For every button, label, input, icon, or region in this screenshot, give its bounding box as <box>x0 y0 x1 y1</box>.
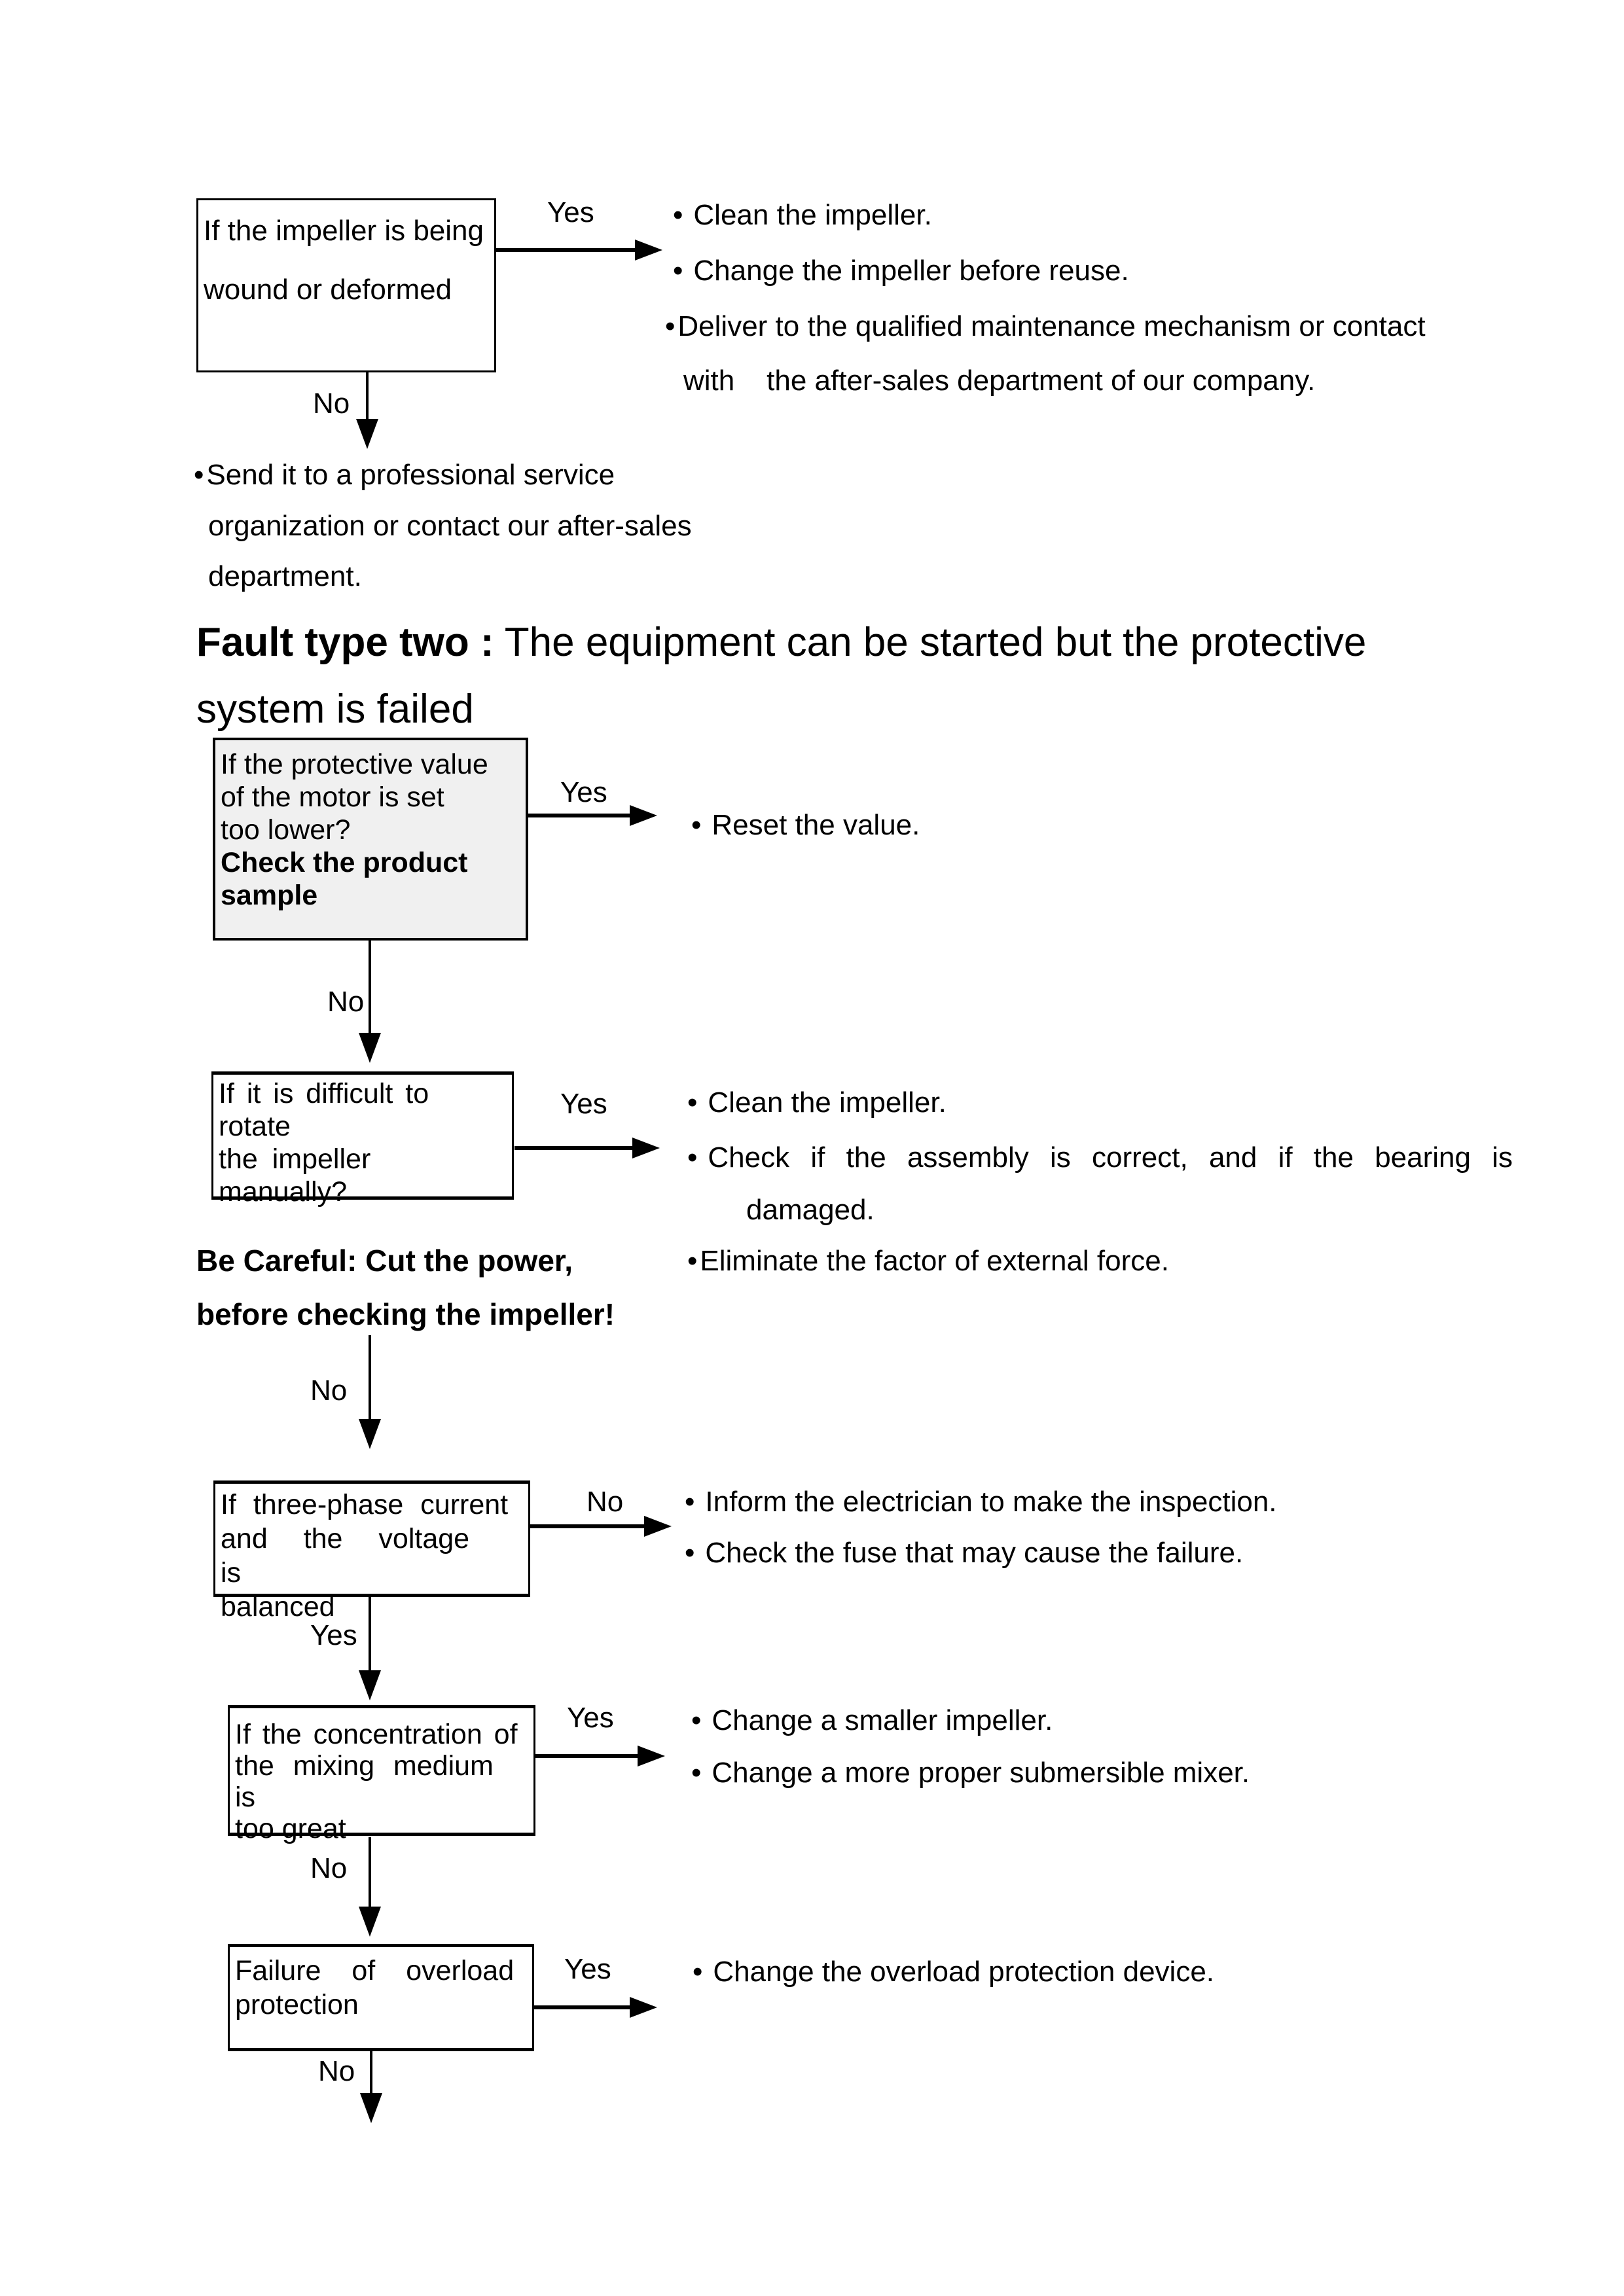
bullet-icon: • <box>691 809 702 841</box>
list-item <box>687 1086 947 1119</box>
no-label: No <box>586 1486 624 1518</box>
yes-label: Yes <box>567 1702 614 1734</box>
list-item-text: Change a smaller impeller. <box>712 1704 1053 1736</box>
no-label: No <box>318 2055 355 2087</box>
warning-text-line1: Be Careful: Cut the power, <box>196 1244 573 1278</box>
bullet-icon: • <box>673 255 683 287</box>
list-item-text: Change the overload protection device. <box>713 1956 1215 1988</box>
no-label: No <box>327 986 365 1018</box>
list-item <box>691 809 920 842</box>
list-item <box>687 1141 1513 1174</box>
list-item <box>687 1245 1169 1278</box>
list-item-text: Change a more proper submersible mixer. <box>712 1757 1250 1789</box>
arrow-line <box>369 1335 371 1420</box>
decision-box-concentration <box>228 1705 535 1844</box>
decision-box-text <box>230 1947 532 2023</box>
list-item-text: Deliver to the qualified maintenance mechanism or contact <box>677 310 1426 342</box>
arrow-line <box>369 1597 371 1672</box>
box-line: balanced <box>221 1591 335 1623</box>
list-item <box>665 310 1426 343</box>
bullet-icon: • <box>685 1486 695 1518</box>
list-item-text: Clean the impeller. <box>693 199 932 231</box>
box-line: Failure of overload <box>235 1955 514 1986</box>
box-line: too great <box>235 1813 346 1844</box>
list-item <box>673 199 932 232</box>
arrow-down-icon <box>359 1419 381 1449</box>
yes-label: Yes <box>547 196 594 228</box>
decision-box-text <box>213 1075 512 1210</box>
list-item-text: Check the fuse that may cause the failure. <box>705 1537 1244 1569</box>
list-item-text: organization or contact our after-sales <box>208 510 692 542</box>
arrow-line <box>369 1837 371 1908</box>
yes-label: Yes <box>560 1088 607 1120</box>
list-item-continuation <box>208 560 362 593</box>
list-item-text: department. <box>208 560 362 592</box>
warning-text-line2: before checking the impeller! <box>196 1297 615 1331</box>
decision-box-text <box>215 1484 528 1625</box>
list-item-continuation <box>746 1194 875 1227</box>
arrow-right-icon <box>644 1516 672 1537</box>
box-line: the impeller manually? <box>219 1143 371 1208</box>
list-item-text: Reset the value. <box>712 809 920 841</box>
arrow-right-icon <box>638 1746 665 1767</box>
list-item-continuation <box>208 510 692 543</box>
box-line: wound or deformed <box>204 274 452 306</box>
box-line: If it is difficult to rotate <box>219 1078 429 1142</box>
decision-box-rotate-impeller <box>211 1071 514 1208</box>
no-label: No <box>310 1852 348 1884</box>
list-item-text: damaged. <box>746 1194 875 1226</box>
arrow-down-icon <box>359 1907 381 1937</box>
arrow-line <box>533 2005 631 2009</box>
decision-box-text <box>230 1708 533 1846</box>
box-line-bold: sample <box>221 880 318 911</box>
arrow-line <box>369 941 371 1034</box>
list-item-text: Check if the assembly is correct, and if the bearing is <box>708 1141 1513 1174</box>
list-item <box>685 1537 1243 1570</box>
decision-box-overload-protection <box>228 1944 534 2051</box>
decision-box-three-phase <box>213 1480 530 1623</box>
list-item <box>693 1956 1214 1988</box>
yes-label: Yes <box>560 776 607 808</box>
bullet-icon: • <box>687 1245 698 1277</box>
box-line: If the protective value <box>221 749 488 780</box>
list-item <box>691 1757 1250 1789</box>
list-item <box>673 255 1129 287</box>
section-heading-line2: system is failed <box>196 687 474 732</box>
box-line: protection <box>235 1989 359 2020</box>
bullet-icon: • <box>194 459 204 491</box>
arrow-down-icon <box>359 1033 381 1063</box>
box-line-bold: Check the product <box>221 847 468 878</box>
yes-label: Yes <box>564 1953 611 1985</box>
arrow-right-icon <box>630 1997 657 2018</box>
bullet-icon: • <box>693 1956 703 1988</box>
list-item <box>194 459 615 492</box>
arrow-down-icon <box>356 419 378 449</box>
heading-bold-part: Fault type two : <box>196 620 494 665</box>
list-item-continuation <box>683 365 1315 397</box>
arrow-right-icon <box>630 805 657 826</box>
box-line: If three-phase current <box>221 1489 509 1520</box>
yes-label: Yes <box>310 1619 357 1651</box>
list-item-text: Inform the electrician to make the inspection. <box>705 1486 1277 1518</box>
bullet-icon: • <box>665 310 676 342</box>
arrow-line <box>370 2051 372 2094</box>
arrow-line <box>496 248 636 252</box>
list-item-text: Clean the impeller. <box>708 1086 947 1119</box>
heading-regular-part: The equipment can be started but the protective <box>494 620 1367 665</box>
section-heading <box>196 619 1366 666</box>
bullet-icon: • <box>687 1086 698 1119</box>
list-item-text: Eliminate the factor of external force. <box>700 1245 1169 1277</box>
box-line: If the concentration of <box>235 1719 518 1750</box>
arrow-line <box>366 372 369 422</box>
decision-box-protective-value <box>213 738 528 941</box>
decision-box-text <box>198 200 494 321</box>
list-item-text: Send it to a professional service <box>206 459 615 491</box>
arrow-down-icon <box>360 2093 382 2123</box>
bullet-icon: • <box>687 1141 698 1174</box>
arrow-line <box>528 814 631 817</box>
bullet-icon: • <box>691 1704 702 1736</box>
bullet-icon: • <box>685 1537 695 1569</box>
decision-box-text <box>215 740 526 913</box>
list-item-text: with the after-sales department of our company. <box>683 365 1316 397</box>
box-line: and the voltage is <box>221 1523 470 1588</box>
no-label: No <box>310 1374 348 1407</box>
bullet-icon: • <box>673 199 683 231</box>
box-line: too lower? <box>221 814 351 846</box>
decision-box-impeller-deformed <box>196 198 496 372</box>
no-label: No <box>313 387 350 420</box>
box-line: If the impeller is being <box>204 215 484 247</box>
box-line: of the motor is set <box>221 781 444 813</box>
arrow-right-icon <box>632 1138 660 1158</box>
list-item-text: Change the impeller before reuse. <box>693 255 1129 287</box>
bullet-icon: • <box>691 1757 702 1789</box>
list-item <box>685 1486 1277 1518</box>
arrow-right-icon <box>635 240 662 260</box>
arrow-line <box>530 1524 645 1528</box>
arrow-line <box>514 1146 634 1150</box>
arrow-line <box>534 1754 639 1758</box>
box-line: the mixing medium is <box>235 1750 494 1813</box>
arrow-down-icon <box>359 1670 381 1700</box>
list-item <box>691 1704 1053 1737</box>
